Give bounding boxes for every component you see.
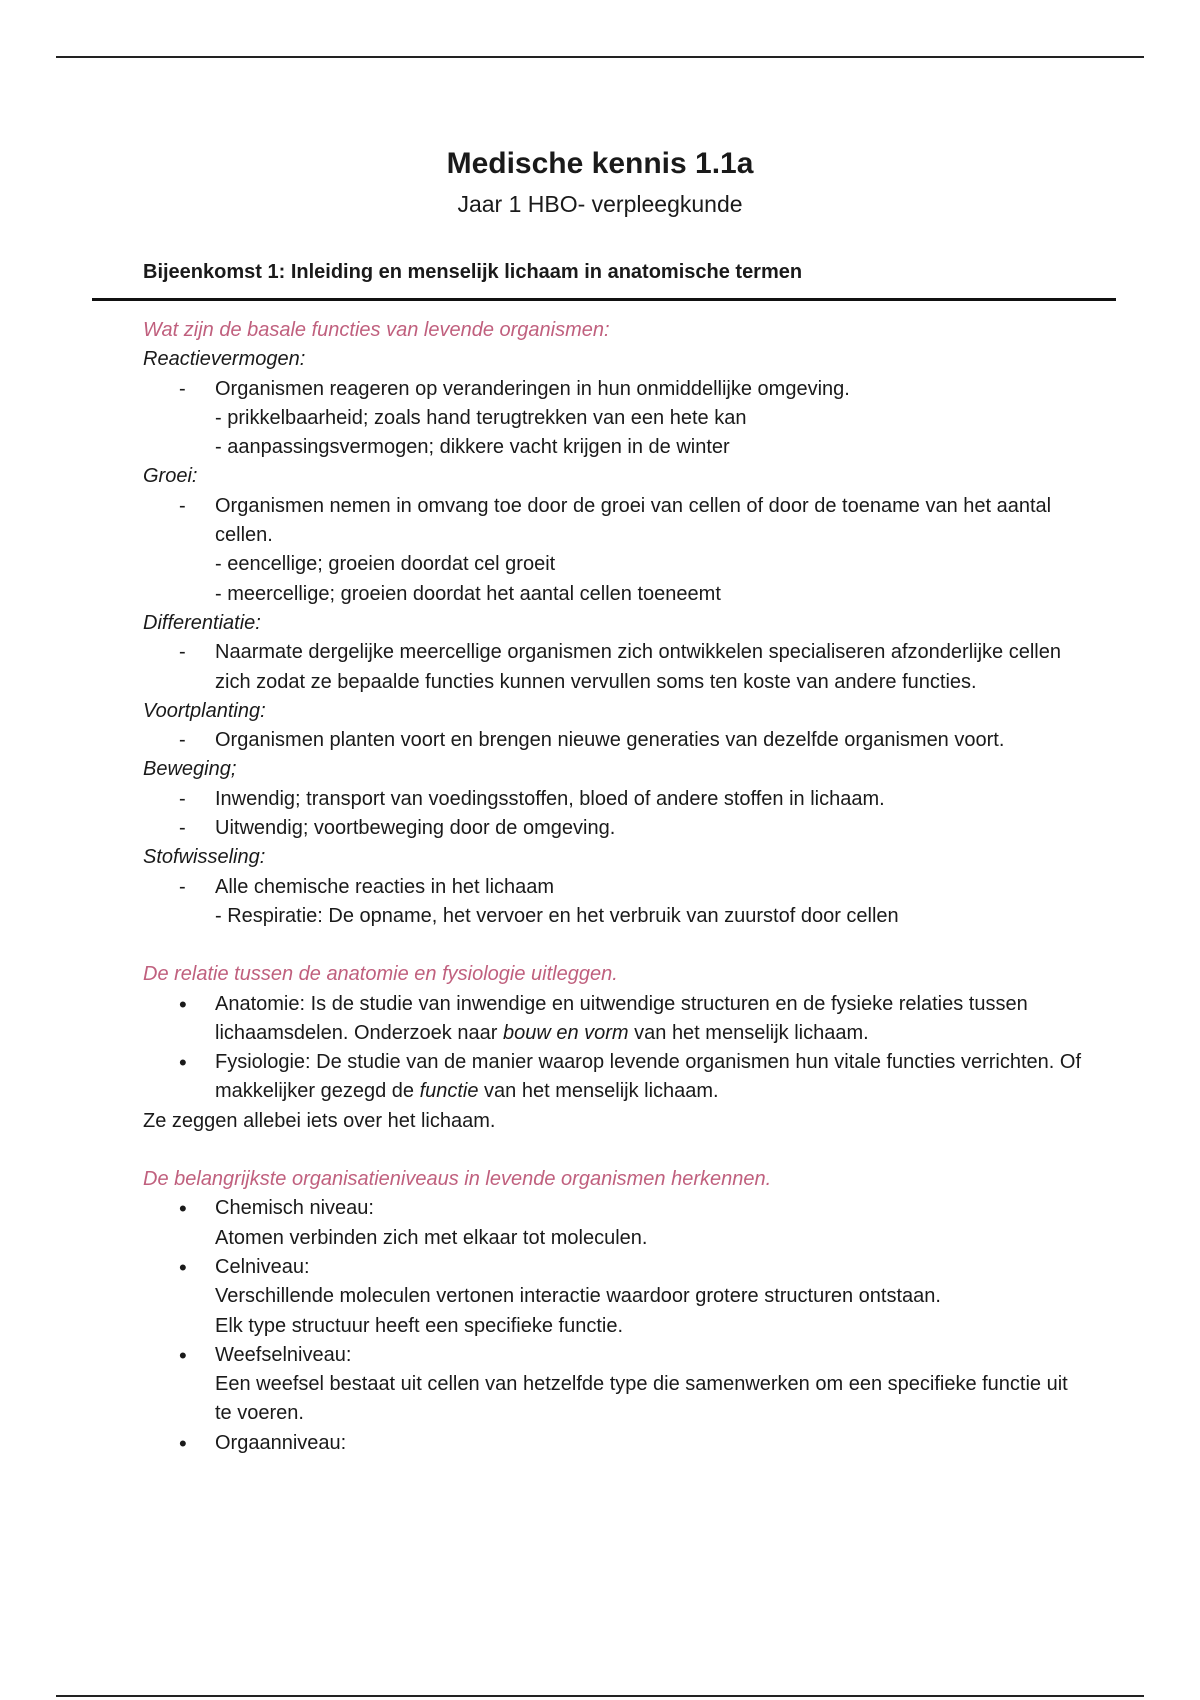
dash-marker <box>179 873 199 902</box>
emphasis: bouw en vorm <box>502 1021 629 1044</box>
list-item-fysiologie: • Fysiologie: De studie van de manier waarop levende organismen hun vitale functies verrichten. Of makkelijker gezegd de functie van het menselijk lichaam. <box>143 1048 1083 1107</box>
bullet-marker <box>179 1429 199 1460</box>
document-subtitle: Jaar 1 HBO- verpleegkunde <box>457 191 743 217</box>
label-differentiatie: Differentiatie: <box>143 611 261 634</box>
section-heading-basal-functions: Wat zijn de basale functies van levende organismen: <box>143 319 610 341</box>
dash-marker <box>179 638 199 667</box>
section-heading-organization-levels: De belangrijkste organisatieniveaus in levende organismen herkennen. <box>143 1168 772 1191</box>
list-item: - Alle chemische reacties in het lichaam <box>143 873 1083 902</box>
dash-marker <box>179 375 199 404</box>
bullet-marker <box>179 1341 199 1372</box>
conclusion-text: Ze zeggen allebei iets over het lichaam. <box>143 1109 496 1132</box>
label-beweging: Beweging; <box>143 758 237 781</box>
sub-line: Elk type structuur heeft een specifieke functie. <box>215 1314 623 1337</box>
sub-line: - meercellige; groeien doordat het aantal cellen toeneemt <box>215 582 721 605</box>
label-groei: Groei: <box>143 465 198 488</box>
dash-marker <box>179 492 199 521</box>
spacer <box>143 931 1083 960</box>
bullet-marker <box>179 990 199 1021</box>
document-body <box>143 316 1083 1458</box>
meeting-heading: Bijeenkomst 1: Inleiding en menselijk lichaam in anatomische termen <box>143 261 803 283</box>
dash-marker <box>179 785 199 814</box>
sub-line: - Respiratie: De opname, het vervoer en het verbruik van zuurstof door cellen <box>215 904 899 927</box>
top-rule <box>56 56 1144 58</box>
label-stofwisseling: Stofwisseling: <box>143 846 266 869</box>
list-item: - Naarmate dergelijke meercellige organismen zich ontwikkelen specialiseren afzonderlijke cellen zich zodat ze bepaalde functies kunnen vervullen soms ten koste van andere functies. <box>143 638 1083 697</box>
emphasis: functie <box>419 1080 479 1103</box>
label-voortplanting: Voortplanting: <box>143 699 266 722</box>
dash-marker <box>179 726 199 755</box>
list-item-weefsel: • Weefselniveau: <box>143 1341 1083 1370</box>
sub-line: - eencellige; groeien doordat cel groeit <box>215 553 556 576</box>
sub-line: Verschillende moleculen vertonen interactie waardoor grotere structuren ontstaan. <box>215 1285 941 1308</box>
list-item-chemisch: • Chemisch niveau: <box>143 1194 1083 1223</box>
label-reactievermogen: Reactievermogen: <box>143 348 306 371</box>
list-item: - Organismen reageren op veranderingen in hun onmiddellijke omgeving. <box>143 375 1083 404</box>
list-item: - Organismen nemen in omvang toe door de groei van cellen of door de toename van het aantal cellen. <box>143 492 1083 551</box>
list-item: - Organismen planten voort en brengen nieuwe generaties van dezelfde organismen voort. <box>143 726 1083 755</box>
bullet-marker <box>179 1048 199 1079</box>
heading-rule <box>92 298 1116 301</box>
list-item-anatomie: • Anatomie: Is de studie van inwendige en uitwendige structuren en de fysieke relaties tussen lichaamsdelen. Onderzoek naar bouw en vorm van het menselijk lichaam. <box>143 990 1083 1049</box>
document-title: Medische kennis 1.1a <box>446 147 754 180</box>
spacer <box>143 1136 1083 1165</box>
sub-line: - aanpassingsvermogen; dikkere vacht krijgen in de winter <box>215 436 730 459</box>
dash-marker <box>179 814 199 843</box>
bullet-marker <box>179 1253 199 1284</box>
bullet-marker <box>179 1194 199 1225</box>
bottom-rule <box>56 1695 1144 1697</box>
sub-line: Atomen verbinden zich met elkaar tot moleculen. <box>215 1226 648 1249</box>
list-item: - Uitwendig; voortbeweging door de omgeving. <box>143 814 1083 843</box>
list-item-cel: • Celniveau: <box>143 1253 1083 1282</box>
sub-line: - prikkelbaarheid; zoals hand terugtrekken van een hete kan <box>215 406 747 429</box>
sub-line: Een weefsel bestaat uit cellen van hetzelfde type die samenwerken om een specifieke functie uit te voeren. <box>215 1373 1068 1425</box>
list-item: - Inwendig; transport van voedingsstoffen, bloed of andere stoffen in lichaam. <box>143 785 1083 814</box>
list-item-orgaan: • Orgaanniveau: <box>143 1429 1083 1458</box>
section-heading-anatomy-physiology: De relatie tussen de anatomie en fysiologie uitleggen. <box>143 963 618 986</box>
